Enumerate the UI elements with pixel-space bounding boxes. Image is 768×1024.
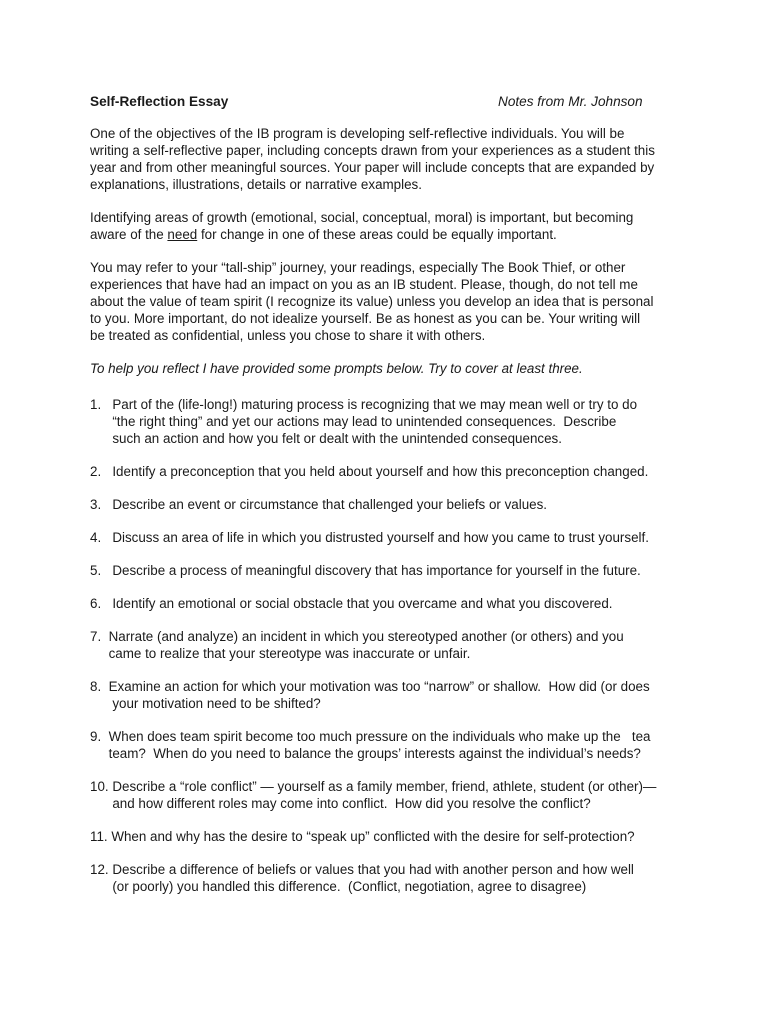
prompt-line: 1. Part of the (life-long!) maturing process is recognizing that we may mean well or try to do [90,397,638,412]
prompt-line: came to realize that your stereotype was inaccurate or unfair. [90,646,471,661]
prompts-intro [90,360,690,377]
prompt-line: 2. Identify a preconception that you held about yourself and how this preconception changed. [90,464,649,479]
document-title: Self-Reflection Essay [90,94,229,109]
text-segment: aware of the [90,227,168,242]
prompt-line: 10. Describe a “role conflict” — yourself as a family member, friend, athlete, student (or other)— [90,779,657,794]
prompt-item [90,778,690,812]
prompt-item [90,861,690,895]
prompt-line: 9. When does team spirit become too much pressure on the individuals who make up the tea [90,729,651,744]
prompt-line: (or poorly) you handled this difference. (Conflict, negotiation, agree to disagree) [90,879,587,894]
prompt-item [90,496,690,513]
prompt-item [90,678,690,712]
prompt-line: 4. Discuss an area of life in which you distrusted yourself and how you came to trust yourself. [90,530,649,545]
prompt-line: such an action and how you felt or dealt with the unintended consequences. [90,431,562,446]
prompt-line: 7. Narrate (and analyze) an incident in which you stereotyped another (or others) and you [90,629,624,644]
prompt-line: 8. Examine an action for which your motivation was too “narrow” or shallow. How did (or does [90,679,650,694]
paragraph-line: year and from other meaningful sources. Your paper will include concepts that are expanded by [90,160,655,175]
document-header [90,93,670,111]
paragraph-line: to you. More important, do not idealize yourself. Be as honest as you can be. Your writing will [90,311,641,326]
paragraph-line: Identifying areas of growth (emotional, social, conceptual, moral) is important, but becoming [90,210,634,225]
prompt-line: your motivation need to be shifted? [90,696,321,711]
prompt-list [90,396,690,895]
prompt-line: 11. When and why has the desire to “speak up” conflicted with the desire for self-protection? [90,829,635,844]
prompt-item [90,828,690,845]
prompt-item [90,562,690,579]
prompt-line: “the right thing” and yet our actions may lead to unintended consequences. Describe [90,414,617,429]
underlined-word: need [167,227,198,242]
prompt-item [90,463,690,480]
paragraph-objectives [90,125,690,193]
paragraph-line: One of the objectives of the IB program is developing self-reflective individuals. You will be [90,126,625,141]
paragraph-line [90,226,690,243]
prompt-line: 12. Describe a difference of beliefs or values that you had with another person and how well [90,862,634,877]
author-notes: Notes from Mr. Johnson [498,94,643,109]
instructions-body [90,125,690,393]
prompt-line: team? When do you need to balance the groups’ interests against the individual’s needs? [90,746,641,761]
prompt-item [90,628,690,662]
prompt-item [90,396,690,447]
prompt-item [90,728,690,762]
prompt-line: 5. Describe a process of meaningful discovery that has importance for yourself in the future. [90,563,641,578]
paragraph-line: be treated as confidential, unless you chose to share it with others. [90,328,486,343]
prompt-item [90,595,690,612]
prompt-line: 3. Describe an event or circumstance that challenged your beliefs or values. [90,497,548,512]
text-segment: for change in one of these areas could be equally important. [197,227,557,242]
paragraph-growth [90,209,690,243]
prompt-line: 6. Identify an emotional or social obstacle that you overcame and what you discovered. [90,596,613,611]
paragraph-references [90,259,690,344]
prompt-item [90,529,690,546]
paragraph-line: explanations, illustrations, details or narrative examples. [90,177,422,192]
paragraph-line: about the value of team spirit (I recognize its value) unless you develop an idea that is personal [90,294,654,309]
prompt-line: and how different roles may come into conflict. How did you resolve the conflict? [90,796,591,811]
paragraph-line: You may refer to your “tall-ship” journey, your readings, especially The Book Thief, or other [90,260,626,275]
paragraph-line: To help you reflect I have provided some prompts below. Try to cover at least three. [90,361,583,376]
paragraph-line: experiences that have had an impact on you as an IB student. Please, though, do not tell me [90,277,638,292]
paragraph-line: writing a self-reflective paper, including concepts drawn from your experiences as a student this [90,143,655,158]
